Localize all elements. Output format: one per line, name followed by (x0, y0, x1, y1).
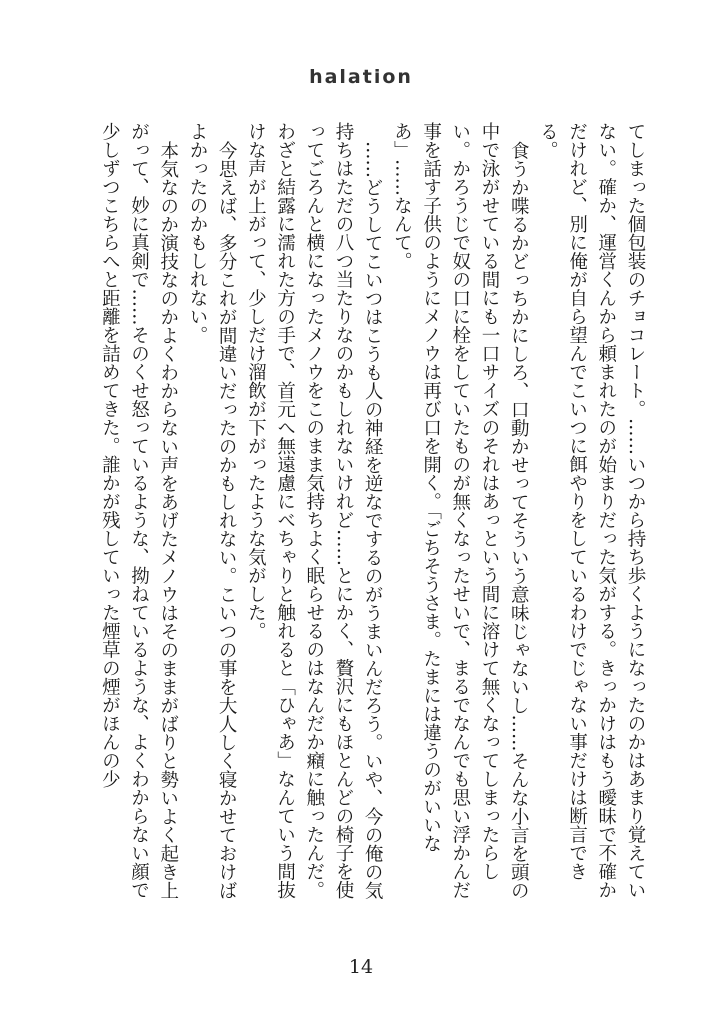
page-number: 14 (348, 956, 374, 978)
paragraph: 食うか喋るかどっちかにしろ、口動かせってそういう意味じゃないし……そんな小言を頭の中で泳がせている間にも一口サイズのそれはあっという間に溶けて無くなってしまったらしい。かろうじで奴の口に栓をしていたものが無くなったせいで、まるでなんでも思い浮かんだ事を話す子供のようにメノウは再び口を開く。「ごちそうさま。たまには違うのがいいなあ」……なんて。 (391, 122, 530, 899)
paragraph: てしまった個包装のチョコレート。……いつから持ち歩くようになったのかはあまり覚えていない。確か、運営くんから頼まれたのが始まりだった気がする。きっかけはもう曖昧で不確かだけれど、別に俺が自ら望んでこいつに餌やりをしているわけでじゃない事だけは断言できる。 (537, 122, 646, 899)
paragraph: ……どうしてこいつはこうも人の神経を逆なでするのがうまいんだろう。いや、今の俺の気持ちはただの八つ当たりなのかもしれないけれど……とにかく、贅沢にもほとんどの椅子を使ってごろんと横になったメノウをこのまま気持ちよく眠らせるのはなんだか癪に触ったんだ。わざと結露に濡れた方の手で、首元へ無遠慮にべちゃりと触れると「ひゃあ」なんていう間抜けな声が上がって、少しだけ溜飲が下がったような気がした。 (245, 122, 384, 899)
paragraph: 今思えば、多分これが間違いだったのかもしれない。こいつの事を大人しく寝かせておけばよかったのかもしれない。 (186, 122, 238, 899)
vertical-body-text (62, 122, 650, 912)
paragraph: 本気なのか演技なのかよくわからない声をあげたメノウはそのままがばりと勢いよく起き上がって、妙に真剣で……そのくせ怒っているような、拗ねているような、よくわからない顔で少しずつこちらへと距離を詰めてきた。誰かが残していった煙草の煙がほんの少 (99, 122, 179, 899)
running-title: halation (309, 66, 413, 88)
